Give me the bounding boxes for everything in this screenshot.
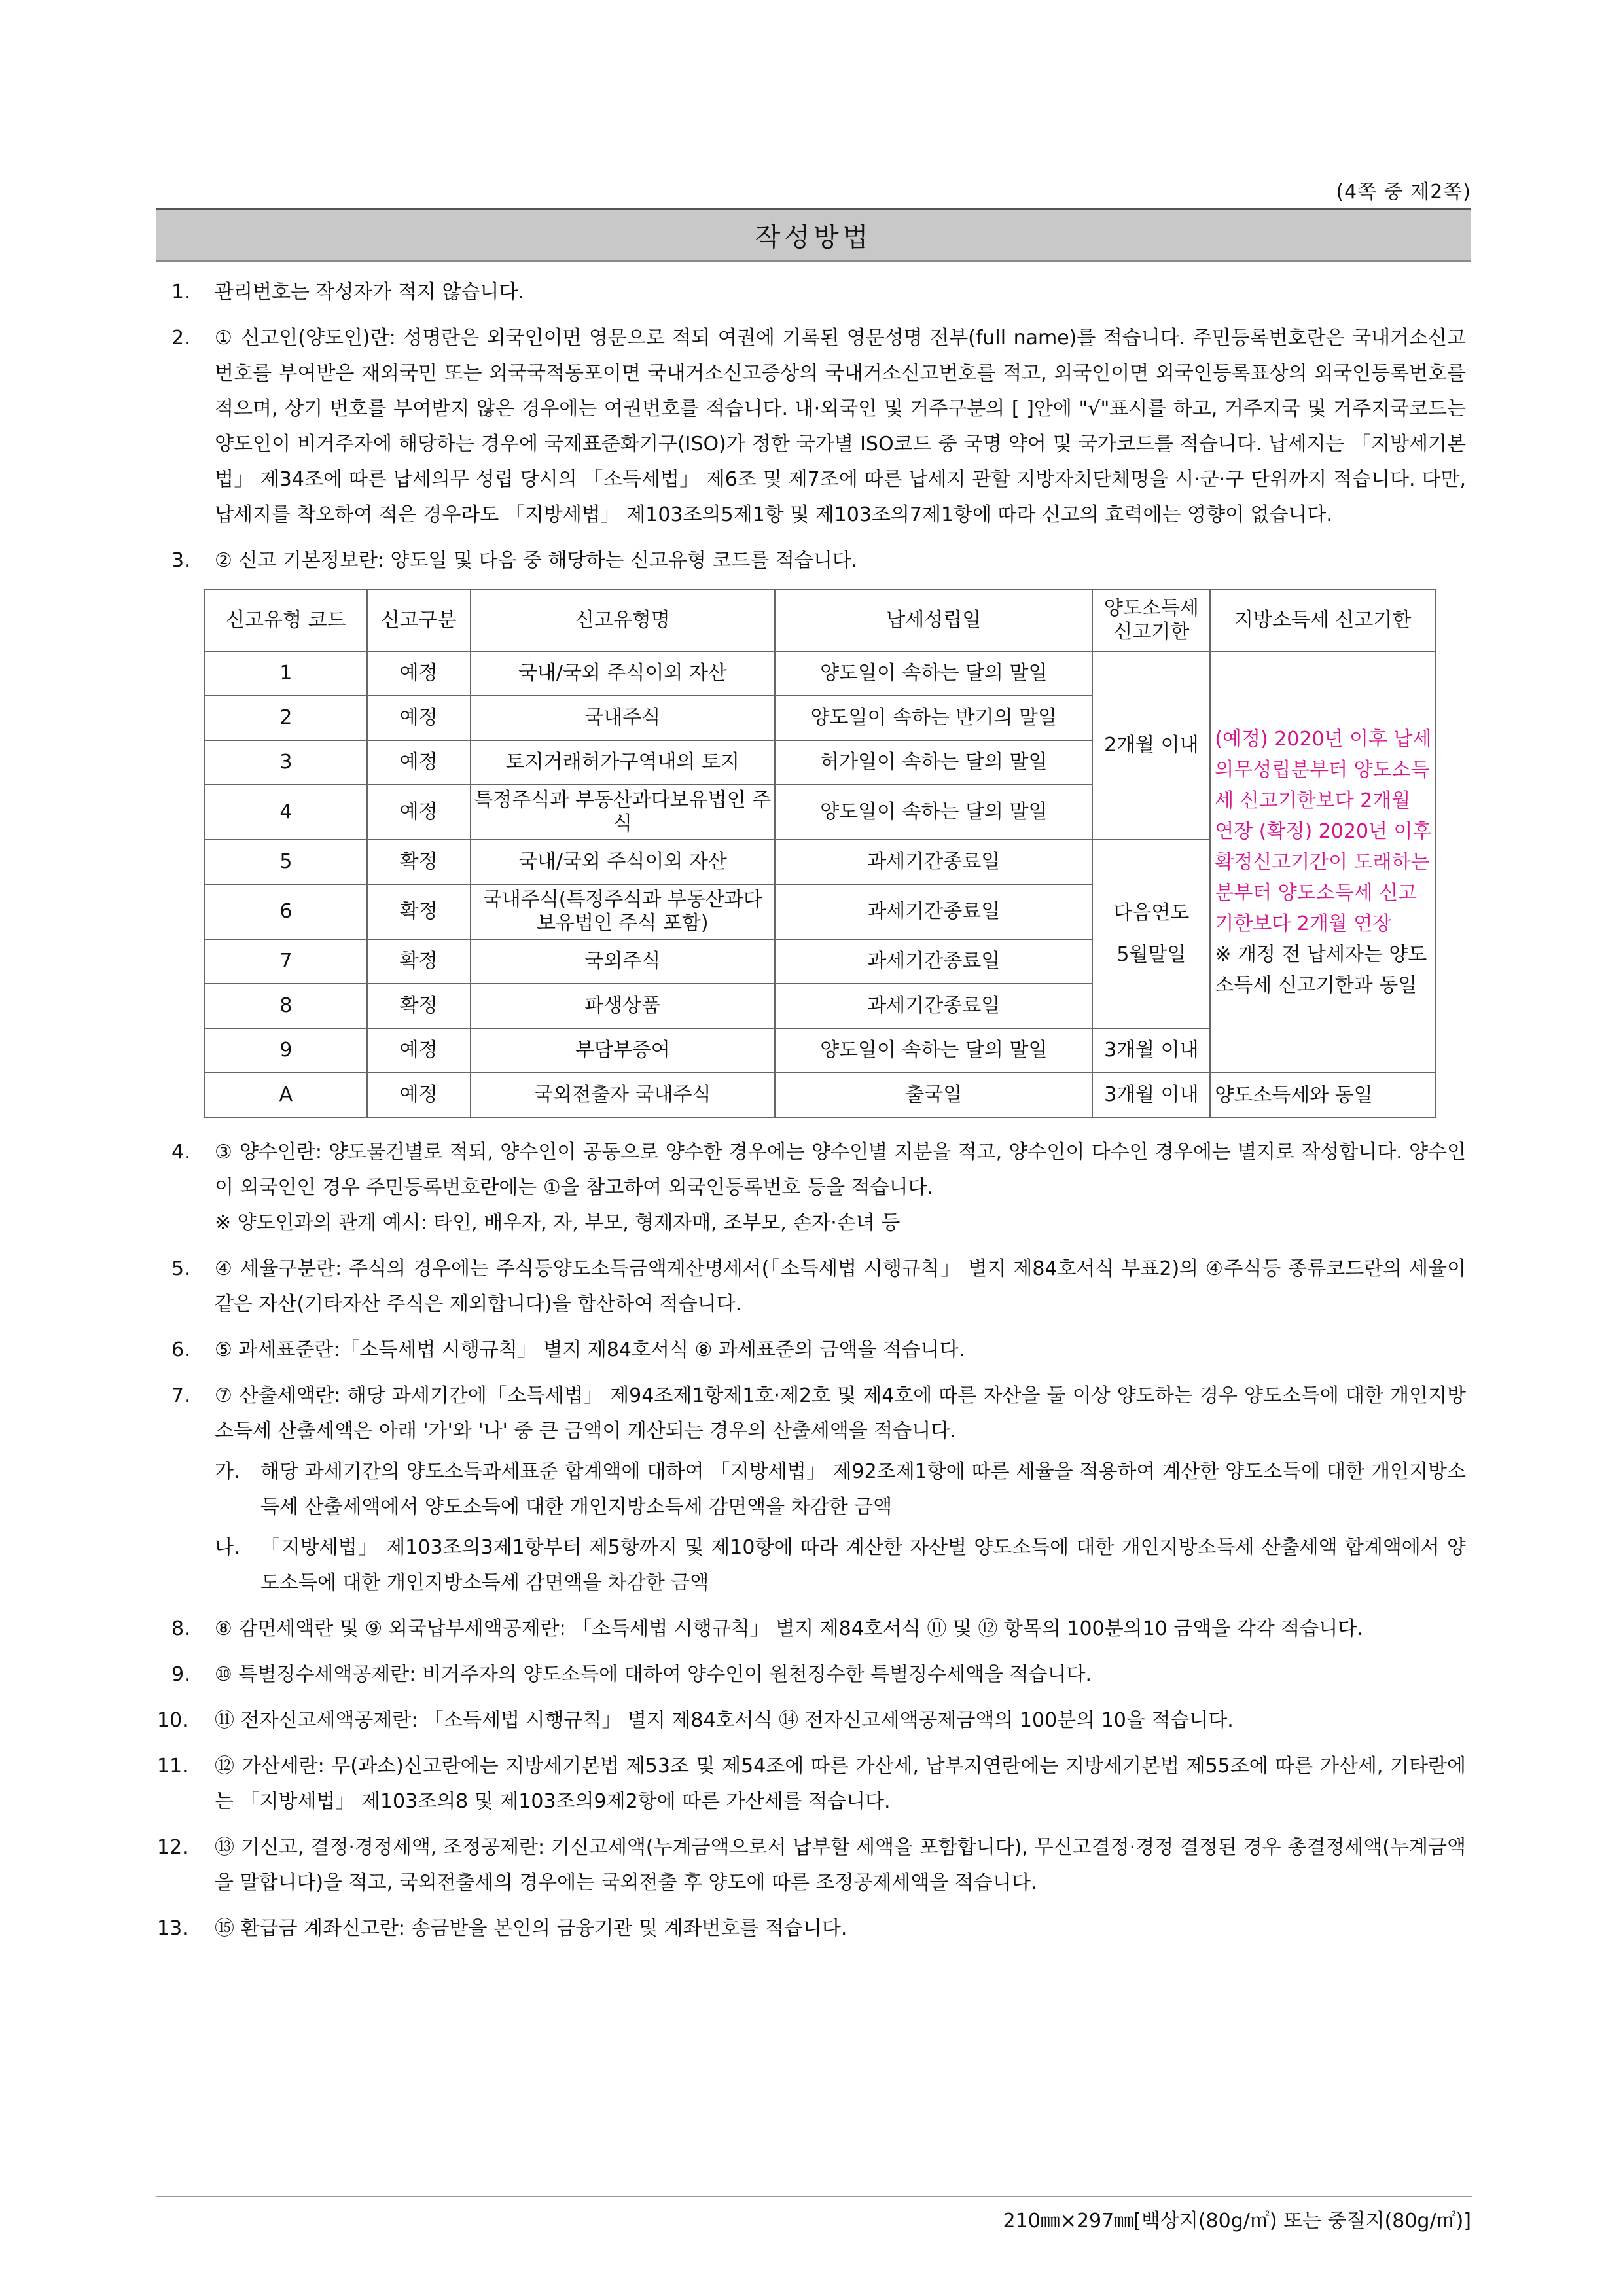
kind-cell: 예정 [367, 696, 471, 740]
name-cell: 국내/국외 주식이외 자산 [471, 651, 775, 696]
item-text: ⑮ 환급금 계좌신고란: 송금받을 본인의 금융기관 및 계좌번호를 적습니다. [215, 1917, 847, 1940]
sub-item-number: 가. [215, 1460, 240, 1483]
kind-cell: 예정 [367, 785, 471, 840]
name-cell: 특정주식과 부동산과다보유법인 주식 [471, 785, 775, 840]
date-cell: 양도일이 속하는 달의 말일 [775, 1028, 1092, 1073]
instruction-item-12 [157, 1830, 1466, 1901]
name-cell: 국내주식 [471, 696, 775, 740]
table-header: 신고유형 코드 [205, 590, 367, 651]
name-cell: 부담부증여 [471, 1028, 775, 1073]
table-header: 납세성립일 [775, 590, 1092, 651]
instructions-body [157, 275, 1466, 1957]
item-text: ⑩ 특별징수세액공제란: 비거주자의 양도소득에 대하여 양수인이 원천징수한 특별징수세액을 적습니다. [215, 1663, 1092, 1686]
instruction-item-11 [157, 1749, 1466, 1820]
item-number: 5. [171, 1257, 190, 1280]
instruction-item-10 [157, 1703, 1466, 1738]
item-text: ⑪ 전자신고세액공제란: 「소득세법 시행규칙」 별지 제84호서식 ⑭ 전자신고세액공제금액의 100분의 10을 적습니다. [215, 1709, 1234, 1732]
kind-cell: 확정 [367, 984, 471, 1028]
item-text: ⑦ 산출세액란: 해당 과세기간에「소득세법」 제94조제1항제1호·제2호 및 제4호에 따른 자산을 둘 이상 양도하는 경우 양도소득에 대한 개인지방소득세 산출세액은 아래 '가'와 '나' 중 큰 금액이 계산되는 경우의 산출세액을 적습니다. [215, 1384, 1466, 1443]
local-deadline-revision-text: (예정) 2020년 이후 납세의무성립분부터 양도소득세 신고기한보다 2개월 연장 (확정) 2020년 이후 확정신고기간이 도래하는 분부터 양도소득세 신고기한보다 2개월 연장 [1215, 727, 1432, 935]
date-cell: 과세기간종료일 [775, 840, 1092, 884]
item-number: 11. [157, 1755, 188, 1778]
instruction-item-7 [157, 1378, 1466, 1601]
table-row [205, 651, 1435, 696]
item-text: ⑫ 가산세란: 무(과소)신고란에는 지방세기본법 제53조 및 제54조에 따른 가산세, 납부지연란에는 지방세기본법 제55조에 따른 가산세, 기타란에는 「지방세법」 제103조의8 및 제103조의9제2항에 따른 가산세를 적습니다. [215, 1755, 1466, 1813]
item-text: ③ 양수인란: 양도물건별로 적되, 양수인이 공동으로 양수한 경우에는 양수인별 지분을 적고, 양수인이 다수인 경우에는 별지로 작성합니다. 양수인이 외국인인 경우 주민등록번호란에는 ①을 참고하여 외국인등록번호 등을 적습니다. [215, 1141, 1466, 1199]
kind-cell: 예정 [367, 740, 471, 785]
table-header: 지방소득세 신고기한 [1210, 590, 1435, 651]
table-row [205, 1073, 1435, 1117]
instruction-item-6 [157, 1333, 1466, 1368]
transfer-deadline-cell [1092, 840, 1210, 1028]
kind-cell: 예정 [367, 651, 471, 696]
paper-spec-footer: 210㎜×297㎜[백상지(80g/㎡) 또는 중질지(80g/㎡)] [1003, 2210, 1471, 2233]
table-header: 신고구분 [367, 590, 471, 651]
item-text: ⑤ 과세표준란:「소득세법 시행규칙」 별지 제84호서식 ⑧ 과세표준의 금액을 적습니다. [215, 1338, 965, 1361]
item-number: 2. [171, 327, 190, 350]
item-number: 4. [171, 1141, 190, 1164]
date-cell: 과세기간종료일 [775, 884, 1092, 939]
date-cell: 과세기간종료일 [775, 939, 1092, 984]
section-title: 작성방법 [156, 208, 1471, 262]
sub-item-na [215, 1530, 1466, 1601]
instruction-item-8 [157, 1611, 1466, 1647]
date-cell: 출국일 [775, 1073, 1092, 1117]
kind-cell: 예정 [367, 1028, 471, 1073]
name-cell: 국내/국외 주식이외 자산 [471, 840, 775, 884]
date-cell: 과세기간종료일 [775, 984, 1092, 1028]
item-text: ④ 세율구분란: 주식의 경우에는 주식등양도소득금액계산명세서(「소득세법 시행규칙」 별지 제84호서식 부표2)의 ④주식등 종류코드란의 세율이 같은 자산(기타자산 주식은 제외합니다)을 합산하여 적습니다. [215, 1257, 1466, 1316]
item-number: 13. [157, 1917, 188, 1940]
item-number: 8. [171, 1617, 190, 1640]
date-cell: 양도일이 속하는 반기의 말일 [775, 696, 1092, 740]
kind-cell: 확정 [367, 884, 471, 939]
code-cell: 9 [205, 1028, 367, 1073]
local-deadline-cell: 양도소득세와 동일 [1210, 1073, 1435, 1117]
transfer-deadline-cell: 2개월 이내 [1092, 651, 1210, 840]
name-cell: 국외주식 [471, 939, 775, 984]
local-deadline-note: ※ 개정 전 납세자는 양도소득세 신고기한과 동일 [1215, 942, 1427, 997]
item-number: 10. [157, 1709, 188, 1732]
item-note: ※ 양도인과의 관계 예시: 타인, 배우자, 자, 부모, 형제자매, 조부모, 손자·손녀 등 [215, 1211, 901, 1234]
item-text: ⑧ 감면세액란 및 ⑨ 외국납부세액공제란: 「소득세법 시행규칙」 별지 제84호서식 ⑪ 및 ⑫ 항목의 100분의10 금액을 각각 적습니다. [215, 1617, 1363, 1640]
sub-item-number: 나. [215, 1536, 240, 1559]
instruction-item-9 [157, 1657, 1466, 1693]
instruction-item-13 [157, 1911, 1466, 1946]
kind-cell: 확정 [367, 939, 471, 984]
item-number: 3. [171, 549, 190, 572]
code-cell: A [205, 1073, 367, 1117]
code-cell: 3 [205, 740, 367, 785]
kind-cell: 확정 [367, 840, 471, 884]
transfer-deadline-cell: 3개월 이내 [1092, 1028, 1210, 1073]
report-type-code-table [204, 589, 1436, 1118]
item-number: 9. [171, 1663, 190, 1686]
footer-divider [156, 2196, 1472, 2197]
deadline-next-year: 다음연도 [1113, 901, 1190, 924]
instruction-item-1 [157, 275, 1466, 310]
sub-item-text: 해당 과세기간의 양도소득과세표준 합계액에 대하여 「지방세법」 제92조제1항에 따른 세율을 적용하여 계산한 양도소득에 대한 개인지방소득세 산출세액에서 양도소득에 대한 개인지방소득세 감면액을 차감한 금액 [260, 1460, 1466, 1518]
code-cell: 8 [205, 984, 367, 1028]
item-text: ② 신고 기본정보란: 양도일 및 다음 중 해당하는 신고유형 코드를 적습니다. [215, 549, 858, 572]
code-cell: 2 [205, 696, 367, 740]
item-text: ① 신고인(양도인)란: 성명란은 외국인이면 영문으로 적되 여권에 기록된 영문성명 전부(full name)를 적습니다. 주민등록번호란은 국내거소신고번호를 부여받은 재외국민 또는 외국국적동포이면 국내거소신고증상의 국내거소신고번호를 적고, 외국인이면 외국인등록표상의 외국인등록번호를 적으며, 상기 번호를 부여받지 않은 경우에는 여권번호를 적습니다. 내·외국인 및 거주구분의 [ ]안에 "√"표시를 하고, 거주지국 및 거주지국코드는 양도인이 비거주자에 해당하는 경우에 국제표준화기구(ISO)가 정한 국가별 ISO코드 중 국명 약어 및 국가코드를 적습니다. 납세지는 「지방세기본법」 제34조에 따른 납세의무 성립 당시의 「소득세법」 제6조 및 제7조에 따른 납세지 관할 지방자치단체명을 시·군·구 단위까지 적습니다. 다만, 납세지를 착오하여 적은 경우라도 「지방세법」 제103조의5제1항 및 제103조의7제1항에 따라 신고의 효력에는 영향이 없습니다. [215, 327, 1466, 526]
date-cell: 양도일이 속하는 달의 말일 [775, 651, 1092, 696]
instruction-item-4 [157, 1135, 1466, 1241]
date-cell: 허가일이 속하는 달의 말일 [775, 740, 1092, 785]
name-cell: 국외전출자 국내주식 [471, 1073, 775, 1117]
deadline-may-end: 5월말일 [1116, 943, 1186, 966]
name-cell: 파생상품 [471, 984, 775, 1028]
code-cell: 5 [205, 840, 367, 884]
item-text: ⑬ 기신고, 결정·경정세액, 조정공제란: 기신고세액(누계금액으로서 납부할 세액을 포함합니다), 무신고결정·경정 결정된 경우 총결정세액(누계금액을 말합니다)을 적고, 국외전출세의 경우에는 국외전출 후 양도에 따른 조정공제세액을 적습니다. [215, 1836, 1466, 1894]
code-cell: 7 [205, 939, 367, 984]
kind-cell: 예정 [367, 1073, 471, 1117]
item-text: 관리번호는 작성자가 적지 않습니다. [215, 281, 524, 304]
item-number: 12. [157, 1836, 188, 1859]
table-header: 신고유형명 [471, 590, 775, 651]
code-cell: 1 [205, 651, 367, 696]
local-deadline-cell [1210, 651, 1435, 1073]
instruction-item-2 [157, 321, 1466, 533]
table-header: 양도소득세 신고기한 [1092, 590, 1210, 651]
page-number-label: (4쪽 중 제2쪽) [1336, 181, 1471, 204]
item-number: 1. [171, 281, 190, 304]
date-cell: 양도일이 속하는 달의 말일 [775, 785, 1092, 840]
instruction-item-5 [157, 1251, 1466, 1322]
name-cell: 국내주식(특정주식과 부동산과다보유법인 주식 포함) [471, 884, 775, 939]
sub-item-text: 「지방세법」 제103조의3제1항부터 제5항까지 및 제10항에 따라 계산한 자산별 양도소득에 대한 개인지방소득세 산출세액 합계액에서 양도소득에 대한 개인지방소득세 감면액을 차감한 금액 [260, 1536, 1466, 1594]
code-cell: 4 [205, 785, 367, 840]
name-cell: 토지거래허가구역내의 토지 [471, 740, 775, 785]
code-cell: 6 [205, 884, 367, 939]
item-number: 6. [171, 1338, 190, 1361]
transfer-deadline-cell: 3개월 이내 [1092, 1073, 1210, 1117]
item-number: 7. [171, 1384, 190, 1407]
sub-item-ga [215, 1454, 1466, 1525]
instruction-item-3 [157, 543, 1466, 579]
